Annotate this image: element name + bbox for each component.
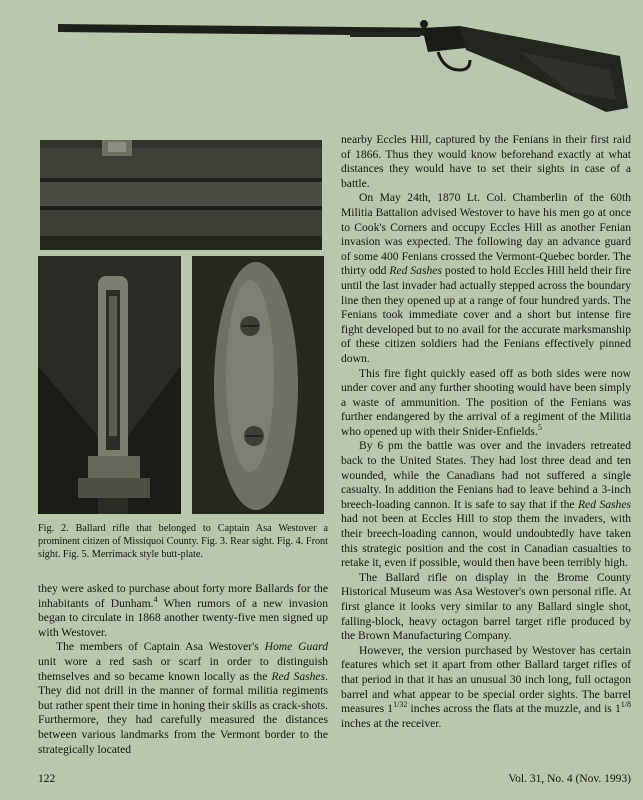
rifle-photo: [50, 12, 635, 120]
right-column: [341, 133, 631, 731]
page-number: 122: [38, 773, 56, 785]
issue-info: Vol. 31, No. 4 (Nov. 1993): [508, 773, 631, 785]
figure-caption: Fig. 2. Ballard rifle that belonged to Captain Asa Westover a prominent citizen of Missiquoi County. Fig. 3. Rear sight. Fig. 4. Front sight. Fig. 5. Merrimack style butt-plate.: [38, 523, 328, 560]
paragraph: However, the version purchased by Westover has certain features which set it apart from other Ballard target rifles of that period in that it has an unusual 30 inch long, full octagon barrel and what appear to be special order sights. The barrel measures $1^{1/32}$ inches across the flats at the muzzle, and is $1^{1/8}$ inches at the receiver.: [341, 643, 631, 730]
paragraph: On May 24th, 1870 Lt. Col. Chamberlin of the 60th Militia Battalion advised Westover to have his men go at once to Cook's Corners and occupy Eccles Hill as another Fenian invasion was expected. The following day an advance guard of some 400 Fenians crossed the Vermont-Quebec border. The thirty odd Red Sashes posted to hold Eccles Hill held their fire until the last invader had actually stepped across the boundary line then they opened up at a range of four hundred yards. The Fenians took immediate cover and a short but intense fire fight developed but to no avail for the accurate marksmanship of these citizen soldiers had the Fenians effectively pinned down.: [341, 191, 632, 365]
paragraph: nearby Eccles Hill, captured by the Fenians in their first raid of 1866. Thus they would know beforehand exactly at what distances they would have to set their sights in case of a battle.: [341, 133, 631, 190]
paragraph: The Ballard rifle on display in the Brome County Historical Museum was Asa Westover's own personal rifle. At first glance it looks very similar to any Ballard single shot, falling-block, heavy octagon barrel target rifle produced by the Brown Manufacturing Company.: [341, 570, 631, 643]
rear-sight-photo: [38, 256, 181, 514]
paragraph: This fire fight quickly eased off as both sides were now under cover and any further shooting would have been simply a waste of ammunition. The position of the Fenians was further endangered by the arrival of a regiment of the Militia who opened up with their Snider-Enfields.$^5$: [341, 366, 631, 438]
footnote-ref: 5: [537, 423, 542, 433]
left-column: [38, 582, 328, 757]
butt-plate-photo: [192, 256, 324, 514]
paragraph: they were asked to purchase about forty more Ballards for the inhabitants of Dunham.$^4$ When rumors of a new invasion began to circulate in 1868 another twenty-five men signed up with Westover.: [38, 582, 328, 639]
paragraph: By 6 pm the battle was over and the invaders retreated back to the United States. They had lost three dead and ten wounded, while the Canadians had not suffered a single casualty. In addition the Fenians had to leave behind a 3-inch breech-loading cannon. It is safe to say that if the Red Sashes had not been at Eccles Hill to stop them the invaders, with their breech-loading cannon, would undoubtedly have taken this strategic position and the cost in Canadian casualties to retake it, even if possible, would then have been terribly high.: [341, 439, 632, 570]
barrel-closeup-photo: [40, 140, 322, 250]
paragraph: The members of Captain Asa Westover's Home Guard unit wore a red sash or scarf in order to distinguish themselves and so became known locally as the Red Sashes. They did not drill in the manner of formal militia regiments but rather spent their time in honing their skills as crack-shots. Furthermore, they had carefully measured the distances between various landmarks from the Vermont border to the strategically located: [38, 640, 329, 756]
footnote-ref: 4: [153, 594, 158, 604]
